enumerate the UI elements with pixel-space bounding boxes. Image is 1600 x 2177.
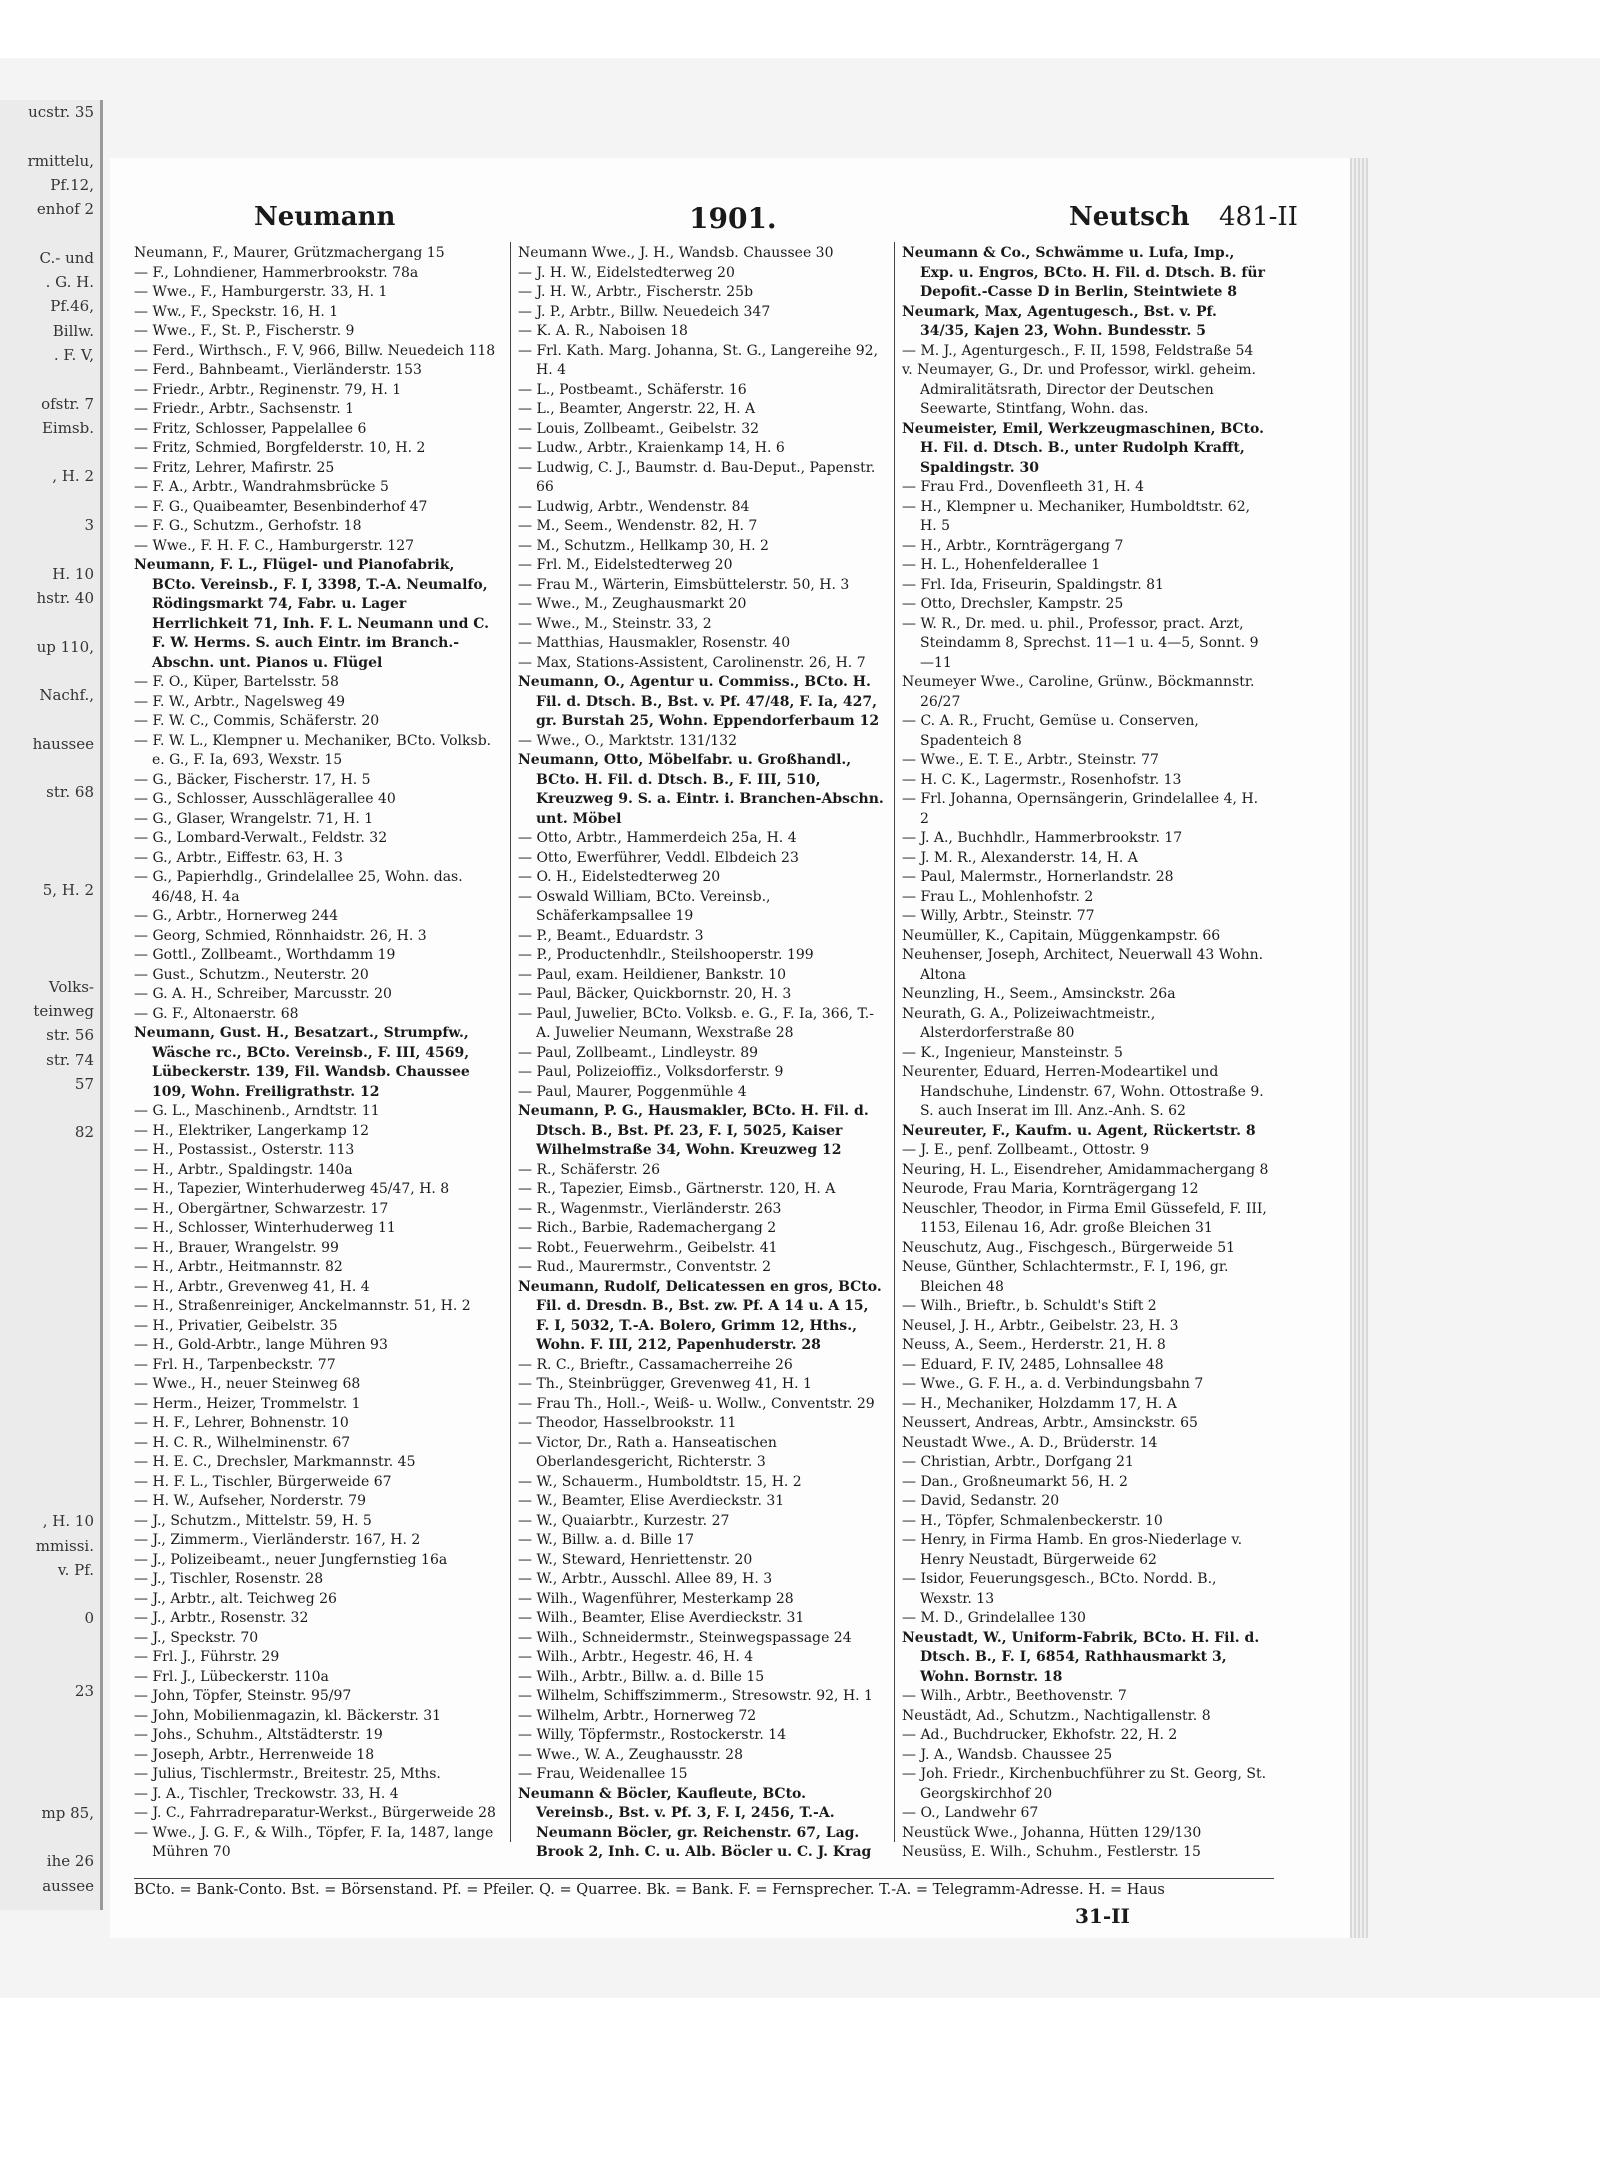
directory-entry: — Wilh., Schneidermstr., Steinwegspassage 24 — [518, 1629, 852, 1646]
left-page-edge — [0, 100, 103, 1910]
directory-entry: — R., Wagenmstr., Vierländerstr. 263 — [518, 1200, 782, 1217]
directory-entry: Neuschler, Theodor, in Firma Emil Güssefeld, F. III, 1153, Eilenau 16, Adr. große Bleichen 31 — [902, 1200, 1267, 1236]
directory-entry: — Paul, Bäcker, Quickbornstr. 20, H. 3 — [518, 986, 792, 1002]
left-page-fragment — [0, 1752, 100, 1776]
directory-entry: — J. M. R., Alexanderstr. 14, H. A — [902, 849, 1138, 866]
directory-entry: Neustadt Wwe., A. D., Brüderstr. 14 — [902, 1434, 1158, 1451]
left-page-fragment: mp 85, — [41, 1803, 94, 1822]
directory-entry: — F. A., Arbtr., Wandrahmsbrücke 5 — [134, 479, 389, 495]
directory-entry: — Rich., Barbie, Rademachergang 2 — [518, 1220, 777, 1236]
directory-entry: — J., Arbtr., alt. Teichweg 26 — [134, 1590, 337, 1607]
directory-entry: — Frl. J., Führstr. 29 — [134, 1649, 280, 1665]
left-page-fragment — [0, 853, 100, 877]
directory-entry: Neumann, Gust. H., Besatzart., Strumpfw., Wäsche rc., BCto. Vereinsb., F. III, 4569, Lübeckerstr. 139, Fil. Wandsb. Chaussee 109, Wohn. Freiligrathstr. 12 — [134, 1025, 470, 1100]
directory-entry: — J. P., Arbtr., Billw. Neuedeich 347 — [518, 303, 771, 320]
directory-entry: — Th., Steinbrügger, Grevenweg 41, H. 1 — [518, 1376, 812, 1392]
directory-entry: — Theodor, Hasselbrookstr. 11 — [518, 1415, 737, 1431]
left-page-fragment — [0, 1388, 100, 1412]
directory-entry: — F. W. L., Klempner u. Mechaniker, BCto. Volksb. e. G., F. Ia, 693, Wexstr. 15 — [134, 732, 492, 768]
left-page-fragment — [0, 829, 100, 853]
directory-entry: Neumüller, K., Capitain, Müggenkampstr. 66 — [902, 927, 1221, 944]
left-page-fragment — [0, 1436, 100, 1460]
directory-entry: — Paul, Juwelier, BCto. Volksb. e. G., F. Ia, 366, T.-A. Juwelier Neumann, Wexstraße 28 — [518, 1005, 874, 1041]
directory-entry: — Robt., Feuerwehrm., Geibelstr. 41 — [518, 1239, 778, 1256]
directory-entry: — Wwe., G. F. H., a. d. Verbindungsbahn 7 — [902, 1376, 1204, 1392]
directory-entry: — H., Arbtr., Kornträgergang 7 — [902, 537, 1124, 554]
directory-entry: Neumann, F. L., Flügel- und Pianofabrik, BCto. Vereinsb., F. I, 3398, T.-A. Neumalfo, Rödingsmarkt 74, Fabr. u. Lager Herrlichkeit 71, Inh. F. L. Neumann und C. F. W. Herms. S. auch Eintr. im Branch.-Abschn. unt. Pianos u. Flügel — [134, 557, 490, 671]
directory-entry: — G., Glaser, Wrangelstr. 71, H. 1 — [134, 810, 374, 827]
left-page-fragment — [0, 707, 100, 731]
directory-entry: — J., Zimmerm., Vierländerstr. 167, H. 2 — [134, 1532, 421, 1548]
directory-entry: Neurode, Frau Maria, Kornträgergang 12 — [902, 1181, 1199, 1197]
directory-entry: — M., Seem., Wendenstr. 82, H. 7 — [518, 518, 758, 534]
directory-entry: — G., Papierhdlg., Grindelallee 25, Wohn. das. 46/48, H. 4a — [134, 869, 463, 905]
directory-entry: — Frl. M., Eidelstedterweg 20 — [518, 557, 733, 573]
directory-entry: — H., Brauer, Wrangelstr. 99 — [134, 1239, 339, 1256]
left-page-fragment: aussee — [42, 1876, 94, 1895]
directory-entry: — Wwe., W. A., Zeughausstr. 28 — [518, 1746, 743, 1763]
directory-entry: — J. H. W., Eidelstedterweg 20 — [518, 264, 735, 281]
left-page-fragment — [0, 1704, 100, 1728]
directory-entry: Neumann, P. G., Hausmakler, BCto. H. Fil. d. Dtsch. B., Bst. Pf. 23, F. I, 5025, Kaiser Wilhelmstraße 34, Wohn. Kreuzweg 12 — [518, 1103, 869, 1158]
directory-entry: — H. C. K., Lagermstr., Rosenhofstr. 13 — [902, 771, 1182, 788]
left-page-fragment — [0, 1242, 100, 1266]
directory-entry: — Gottl., Zollbeamt., Worthdamm 19 — [134, 947, 396, 963]
directory-entry: — Otto, Ewerführer, Veddl. Elbdeich 23 — [518, 849, 799, 866]
directory-entry: — John, Mobilienmagazin, kl. Bäckerstr. 31 — [134, 1707, 442, 1724]
column-3 — [902, 244, 1270, 1859]
directory-entry: — Dan., Großneumarkt 56, H. 2 — [902, 1473, 1128, 1490]
directory-entry: — Isidor, Feuerungsgesch., BCto. Nordd. B., Wexstr. 13 — [902, 1571, 1217, 1607]
left-page-fragment — [0, 1339, 100, 1363]
directory-entry: — Otto, Arbtr., Hammerdeich 25a, H. 4 — [518, 830, 797, 846]
directory-entry: — Friedr., Arbtr., Reginenstr. 79, H. 1 — [134, 381, 402, 398]
directory-entry: — Ludw., Arbtr., Kraienkamp 14, H. 6 — [518, 440, 785, 456]
directory-entry: — J., Tischler, Rosenstr. 28 — [134, 1571, 324, 1587]
directory-entry: — H., Tapezier, Winterhuderweg 45/47, H. 8 — [134, 1181, 450, 1197]
directory-entry: — H., Gold-Arbtr., lange Mühren 93 — [134, 1337, 388, 1353]
left-page-fragment: , H. 2 — [52, 467, 94, 486]
left-page-fragment: 3 — [84, 516, 94, 535]
directory-entry: — Johs., Schuhm., Altstädterstr. 19 — [134, 1727, 383, 1743]
left-page-fragment: up 110, — [36, 637, 94, 656]
directory-entry: — Fritz, Schmied, Borgfelderstr. 10, H. 2 — [134, 440, 426, 456]
directory-entry: — F. W., Arbtr., Nagelsweg 49 — [134, 693, 346, 710]
left-page-fragment: ucstr. 35 — [28, 103, 94, 121]
directory-entry: — Wilhelm, Arbtr., Hornerweg 72 — [518, 1707, 757, 1724]
page-number: 481-II — [1219, 202, 1298, 232]
left-page-fragment — [0, 1315, 100, 1339]
directory-entry: — G. F., Altonaerstr. 68 — [134, 1005, 299, 1022]
directory-entry: Neuhenser, Joseph, Architect, Neuerwall 43 Wohn. Altona — [902, 947, 1264, 983]
directory-entry: v. Neumayer, G., Dr. und Professor, wirkl. geheim. Admiralitätsrath, Director der Deutschen Seewarte, Stintfang, Wohn. das. — [902, 362, 1256, 417]
directory-entry: — G., Schlosser, Ausschlägerallee 40 — [134, 791, 396, 807]
directory-entry: — K., Ingenieur, Mansteinstr. 5 — [902, 1044, 1123, 1061]
directory-entry: — Friedr., Arbtr., Sachsenstr. 1 — [134, 401, 355, 417]
directory-entry: — H. F. L., Tischler, Bürgerweide 67 — [134, 1473, 392, 1490]
directory-entry: — Wilh., Arbtr., Billw. a. d. Bille 15 — [518, 1668, 765, 1685]
left-page-fragment — [0, 610, 100, 634]
directory-entry: — Ludwig, C. J., Baumstr. d. Bau-Deput., Papenstr. 66 — [518, 459, 876, 495]
left-page-fragment: ihe 26 — [46, 1852, 94, 1871]
left-page-fragment: 82 — [74, 1123, 94, 1142]
directory-entry: Neumann Wwe., J. H., Wandsb. Chaussee 30 — [518, 245, 834, 261]
directory-entry: — Frau Th., Holl.-, Weiß- u. Wollw., Conventstr. 29 — [518, 1395, 875, 1412]
left-page-fragment — [0, 1096, 100, 1120]
signature-mark: 31-II — [1075, 1904, 1130, 1928]
directory-entry: — P., Beamt., Eduardstr. 3 — [518, 927, 704, 944]
left-page-fragment: 57 — [74, 1074, 94, 1093]
directory-entry: — Wilh., Arbtr., Hegestr. 46, H. 4 — [518, 1649, 754, 1665]
directory-entry: Neuring, H. L., Eisendreher, Amidammachergang 8 — [902, 1161, 1269, 1178]
directory-entry: — Wwe., F., St. P., Fischerstr. 9 — [134, 323, 355, 339]
directory-entry: — Matthias, Hausmakler, Rosenstr. 40 — [518, 635, 791, 651]
directory-entry: — G., Arbtr., Eiffestr. 63, H. 3 — [134, 849, 343, 866]
left-page-fragment — [0, 1363, 100, 1387]
directory-entry: — G. L., Maschinenb., Arndtstr. 11 — [134, 1103, 380, 1119]
left-page-fragment: rmittelu, — [27, 151, 94, 170]
directory-entry: — Herm., Heizer, Trommelstr. 1 — [134, 1395, 361, 1412]
directory-entry: Neussert, Andreas, Arbtr., Amsinckstr. 65 — [902, 1415, 1198, 1431]
left-page-fragment — [0, 1582, 100, 1606]
directory-entry: — Christian, Arbtr., Dorfgang 21 — [902, 1454, 1134, 1470]
left-page-fragment: C.- und — [39, 248, 94, 267]
directory-entry: — J. H. W., Arbtr., Fischerstr. 25b — [518, 284, 754, 300]
left-page-fragment — [0, 1412, 100, 1436]
directory-entry: — M., Schutzm., Hellkamp 30, H. 2 — [518, 537, 769, 554]
directory-entry: — H. C. R., Wilhelminenstr. 67 — [134, 1434, 351, 1451]
directory-entry: — J., Polizeibeamt., neuer Jungfernstieg 16a — [134, 1551, 448, 1568]
directory-entry: — H., Elektriker, Langerkamp 12 — [134, 1122, 370, 1139]
left-page-fragment: . G. H. — [45, 273, 94, 292]
directory-entry: — Otto, Drechsler, Kampstr. 25 — [902, 596, 1124, 612]
directory-entry: — Wwe., J. G. F., & Wilh., Töpfer, F. Ia, 1487, lange Mühren 70 — [134, 1824, 494, 1859]
left-page-fragment: 0 — [84, 1609, 94, 1628]
left-page-fragment: H. 10 — [52, 564, 94, 583]
directory-entry: — W., Billw. a. d. Bille 17 — [518, 1532, 695, 1548]
left-page-fragment — [0, 367, 100, 391]
directory-entry: — Ferd., Wirthsch., F. V, 966, Billw. Neuedeich 118 — [134, 342, 496, 359]
left-page-fragment: 23 — [74, 1682, 94, 1701]
directory-entry: — R., Tapezier, Eimsb., Gärtnerstr. 120, H. A — [518, 1181, 836, 1197]
directory-entry: Neumann & Co., Schwämme u. Lufa, Imp., Exp. u. Engros, BCto. H. Fil. d. Dtsch. B. für Depofit.-Casse D in Berlin, Steintwiete 8 — [902, 245, 1265, 300]
directory-entry: Neumeyer Wwe., Caroline, Grünw., Böckmannstr. 26/27 — [902, 674, 1255, 710]
directory-entry: — W., Schauerm., Humboldtstr. 15, H. 2 — [518, 1473, 802, 1490]
directory-entry: — G., Arbtr., Hornerweg 244 — [134, 908, 339, 924]
directory-entry: Neureuter, F., Kaufm. u. Agent, Rückertstr. 8 — [902, 1122, 1256, 1139]
left-page-fragment: . F. V, — [53, 345, 94, 364]
directory-entry: — Ferd., Bahnbeamt., Vierländerstr. 153 — [134, 362, 422, 378]
left-page-fragment — [0, 1825, 100, 1849]
left-page-fragment — [0, 659, 100, 683]
directory-entry: Neustädt, Ad., Schutzm., Nachtigallenstr. 8 — [902, 1707, 1211, 1724]
left-page-fragment — [0, 1218, 100, 1242]
directory-entry: — W., Quaiarbtr., Kurzestr. 27 — [518, 1512, 730, 1529]
directory-entry: — Frl. J., Lübeckerstr. 110a — [134, 1668, 329, 1685]
directory-entry: — Georg, Schmied, Rönnhaidstr. 26, H. 3 — [134, 927, 427, 944]
directory-entry: — Frau Frd., Dovenfleeth 31, H. 4 — [902, 479, 1144, 495]
directory-entry: — J. C., Fahrradreparatur-Werkst., Bürgerweide 28 — [134, 1805, 496, 1821]
directory-entry: — Wwe., M., Steinstr. 33, 2 — [518, 615, 712, 632]
left-page-fragment: , H. 10 — [42, 1512, 94, 1531]
directory-entry: — W., Arbtr., Ausschl. Allee 89, H. 3 — [518, 1571, 773, 1587]
directory-entry: — H. E. C., Drechsler, Markmannstr. 45 — [134, 1454, 416, 1470]
directory-entry: — Willy, Töpfermstr., Rostockerstr. 14 — [518, 1727, 787, 1743]
directory-entry: — R., Schäferstr. 26 — [518, 1161, 660, 1178]
directory-entry: — H., Klempner u. Mechaniker, Humboldtstr. 62, H. 5 — [902, 498, 1251, 534]
directory-entry: — Louis, Zollbeamt., Geibelstr. 32 — [518, 420, 760, 437]
page-stack-edge — [1350, 158, 1368, 1938]
directory-entry: — F. G., Schutzm., Gerhofstr. 18 — [134, 518, 362, 534]
directory-entry: — Wwe., F. H. F. C., Hamburgerstr. 127 — [134, 537, 415, 554]
directory-entry: — Fritz, Lehrer, Mafirstr. 25 — [134, 459, 335, 476]
directory-entry: — Rud., Maurermstr., Conventstr. 2 — [518, 1259, 772, 1275]
left-page-fragment: str. 68 — [46, 783, 94, 802]
directory-entry: — L., Beamter, Angerstr. 22, H. A — [518, 401, 756, 417]
left-page-fragment — [0, 537, 100, 561]
directory-entry: — Wwe., M., Zeughausmarkt 20 — [518, 596, 747, 612]
directory-page — [110, 158, 1350, 1938]
directory-entry: — G. A. H., Schreiber, Marcusstr. 20 — [134, 986, 392, 1002]
directory-entry: Neumark, Max, Agentugesch., Bst. v. Pf. 34/35, Kajen 23, Wohn. Bundesstr. 5 — [902, 303, 1217, 339]
directory-entry: Neurath, G. A., Polizeiwachtmeistr., Alsterdorferstraße 80 — [902, 1005, 1156, 1041]
directory-entry: — H., Arbtr., Heitmannstr. 82 — [134, 1259, 343, 1275]
left-page-fragment — [0, 221, 100, 245]
directory-entry: — Frau L., Mohlenhofstr. 2 — [902, 888, 1094, 905]
directory-entry: — F. O., Küper, Bartelsstr. 58 — [134, 674, 339, 690]
left-page-fragment: mmissi. — [35, 1536, 94, 1555]
left-page-fragment: Billw. — [52, 321, 94, 340]
directory-entry: — Paul, Malermstr., Hornerlandstr. 28 — [902, 869, 1174, 885]
left-page-fragment: Nachf., — [39, 686, 94, 705]
left-page-fragment: ofstr. 7 — [41, 394, 94, 413]
directory-entry: — Joh. Friedr., Kirchenbuchführer zu St. Georg, St. Georgskirchhof 20 — [902, 1766, 1267, 1802]
left-page-fragment: teinweg — [33, 1001, 94, 1020]
directory-entry: Neurenter, Eduard, Herren-Modeartikel und Handschuhe, Lindenstr. 67, Wohn. Ottostraße 9. S. auch Inserat im Ill. Anz.-Anh. S. 62 — [902, 1064, 1264, 1119]
directory-entry: — H., Schlosser, Winterhuderweg 11 — [134, 1220, 396, 1236]
directory-entry: — Eduard, F. IV, 2485, Lohnsallee 48 — [902, 1356, 1164, 1373]
left-page-fragment — [0, 902, 100, 926]
directory-entry: — H., Mechaniker, Holzdamm 17, H. A — [902, 1395, 1177, 1412]
directory-entry: — Fritz, Schlosser, Pappelallee 6 — [134, 420, 367, 437]
directory-entry: — G., Bäcker, Fischerstr. 17, H. 5 — [134, 771, 371, 788]
directory-entry: Neumann & Böcler, Kaufleute, BCto. Vereinsb., Bst. v. Pf. 3, F. I, 2456, T.-A. Neumann Böcler, gr. Reichenstr. 67, Lag. Brook 2, Inh. C. u. Alb. Böcler u. C. J. Krag — [518, 1785, 872, 1859]
directory-entry: — Wilh., Wagenführer, Mesterkamp 28 — [518, 1590, 794, 1607]
directory-entry: — John, Töpfer, Steinstr. 95/97 — [134, 1688, 352, 1704]
directory-entry: — R. C., Brieftr., Cassamacherreihe 26 — [518, 1356, 793, 1373]
directory-entry: — Frau, Weidenallee 15 — [518, 1766, 688, 1782]
running-header — [134, 202, 1309, 242]
directory-entry: — O., Landwehr 67 — [902, 1805, 1039, 1821]
left-page-fragment — [0, 1145, 100, 1169]
directory-entry: — Paul, Polizeioffiz., Volksdorferstr. 9 — [518, 1064, 784, 1080]
directory-entry: Neusel, J. H., Arbtr., Geibelstr. 23, H. 3 — [902, 1317, 1179, 1334]
directory-entry: — Gust., Schutzm., Neuterstr. 20 — [134, 966, 369, 983]
left-page-fragment — [0, 1776, 100, 1800]
header-right-catchword: Neutsch — [1069, 202, 1190, 232]
left-page-fragment — [0, 1655, 100, 1679]
directory-entry: Neuse, Günther, Schlachtermstr., F. I, 196, gr. Bleichen 48 — [902, 1259, 1229, 1295]
directory-entry: Neustadt, W., Uniform-Fabrik, BCto. H. Fil. d. Dtsch. B., F. I, 6854, Rathhausmarkt 3, Wohn. Bornstr. 18 — [902, 1629, 1260, 1685]
directory-entry: — H., Postassist., Osterstr. 113 — [134, 1142, 355, 1158]
directory-entry: — Paul, Maurer, Poggenmühle 4 — [518, 1083, 747, 1100]
left-page-fragment — [0, 756, 100, 780]
directory-entry: — Wwe., E. T. E., Arbtr., Steinstr. 77 — [902, 752, 1159, 768]
directory-entry: — H. W., Aufseher, Norderstr. 79 — [134, 1493, 366, 1509]
directory-entry: Neuschutz, Aug., Fischgesch., Bürgerweide 51 — [902, 1239, 1236, 1256]
column-divider — [894, 242, 895, 1842]
directory-entry: — Wilh., Brieftr., b. Schuldt's Stift 2 — [902, 1298, 1157, 1314]
directory-entry: — K. A. R., Naboisen 18 — [518, 323, 688, 339]
left-page-fragment: Volks- — [48, 977, 94, 996]
left-page-fragment: 5, H. 2 — [42, 880, 94, 899]
directory-entry: — Wwe., H., neuer Steinweg 68 — [134, 1376, 361, 1392]
directory-entry: — J. A., Wandsb. Chaussee 25 — [902, 1746, 1113, 1763]
directory-entry: — H., Straßenreiniger, Anckelmannstr. 51, H. 2 — [134, 1298, 471, 1314]
left-page-fragment: str. 74 — [46, 1050, 94, 1069]
column-1 — [134, 244, 502, 1859]
column-2 — [518, 244, 886, 1859]
directory-entry: Neumann, F., Maurer, Grützmachergang 15 — [134, 245, 445, 261]
directory-entry: — H., Töpfer, Schmalenbeckerstr. 10 — [902, 1512, 1163, 1529]
left-page-fragment — [0, 1898, 100, 1910]
directory-entry: — J., Arbtr., Rosenstr. 32 — [134, 1610, 309, 1626]
directory-entry: — Victor, Dr., Rath a. Hanseatischen Oberlandesgericht, Richterstr. 3 — [518, 1434, 777, 1470]
left-page-fragment: Pf.12, — [50, 175, 94, 194]
directory-entry: — Wwe., O., Marktstr. 131/132 — [518, 732, 737, 749]
directory-entry: — Wilh., Arbtr., Beethovenstr. 7 — [902, 1688, 1127, 1704]
directory-entry: — Max, Stations-Assistent, Carolinenstr. 26, H. 7 — [518, 654, 866, 671]
left-page-fragment — [0, 489, 100, 513]
directory-entry: — David, Sedanstr. 20 — [902, 1493, 1060, 1509]
directory-entry: — H. L., Hohenfelderallee 1 — [902, 557, 1101, 573]
directory-entry: — F. G., Quaibeamter, Besenbinderhof 47 — [134, 498, 428, 515]
directory-entry: — H., Privatier, Geibelstr. 35 — [134, 1317, 338, 1334]
directory-entry: — Frl. Kath. Marg. Johanna, St. G., Langereihe 92, H. 4 — [518, 342, 879, 378]
footer-rule — [134, 1878, 1274, 1879]
directory-entry: — J. A., Buchhdlr., Hammerbrookstr. 17 — [902, 830, 1183, 846]
left-page-fragment — [0, 1728, 100, 1752]
directory-entry: — Ad., Buchdrucker, Ekhofstr. 22, H. 2 — [902, 1727, 1178, 1743]
directory-entry: — J., Schutzm., Mittelstr. 59, H. 5 — [134, 1512, 372, 1529]
left-page-fragment — [0, 1631, 100, 1655]
directory-entry: — Paul, Zollbeamt., Lindleystr. 89 — [518, 1044, 759, 1061]
directory-entry: — H., Obergärtner, Schwarzestr. 17 — [134, 1200, 389, 1217]
left-page-fragment — [0, 1485, 100, 1509]
directory-entry: — H., Arbtr., Spaldingstr. 140a — [134, 1161, 353, 1178]
directory-entry: — Frl. Ida, Friseurin, Spaldingstr. 81 — [902, 576, 1164, 593]
directory-entry: — Joseph, Arbtr., Herrenweide 18 — [134, 1746, 375, 1763]
directory-entry: — Willy, Arbtr., Steinstr. 77 — [902, 908, 1095, 924]
left-page-fragment — [0, 1169, 100, 1193]
left-page-fragment — [0, 1193, 100, 1217]
abbreviation-legend: BCto. = Bank-Conto. Bst. = Börsenstand. Pf. = Pfeiler. Q. = Quarree. Bk. = Bank. F. = Fernsprecher. T.-A. = Telegramm-Adresse. H. = Haus — [134, 1882, 1165, 1898]
header-year: 1901. — [689, 202, 777, 235]
directory-entry: — H., Arbtr., Grevenweg 41, H. 4 — [134, 1278, 370, 1295]
column-divider — [510, 242, 511, 1842]
directory-entry: Neustück Wwe., Johanna, Hütten 129/130 — [902, 1824, 1202, 1841]
left-page-fragment — [0, 926, 100, 950]
directory-entry: — F., Lohndiener, Hammerbrookstr. 78a — [134, 264, 419, 281]
directory-entry: — M. D., Grindelallee 130 — [902, 1610, 1086, 1626]
directory-entry: — Ludwig, Arbtr., Wendenstr. 84 — [518, 498, 750, 515]
directory-entry: Neumann, O., Agentur u. Commiss., BCto. H. Fil. d. Dtsch. B., Bst. v. Pf. 47/48, F. Ia, 427, gr. Burstah 25, Wohn. Eppendorferbaum 12 — [518, 674, 880, 729]
directory-entry: Neuss, A., Seem., Herderstr. 21, H. 8 — [902, 1337, 1166, 1353]
directory-entry: — Frl. Johanna, Opernsängerin, Grindelallee 4, H. 2 — [902, 791, 1259, 827]
directory-entry: — J. E., penf. Zollbeamt., Ottostr. 9 — [902, 1142, 1150, 1158]
directory-entry: — F. W. C., Commis, Schäferstr. 20 — [134, 713, 380, 729]
directory-entry: — G., Lombard-Verwalt., Feldstr. 32 — [134, 830, 388, 846]
directory-entry: — Paul, exam. Heildiener, Bankstr. 10 — [518, 966, 787, 983]
directory-entry: — W., Beamter, Elise Averdieckstr. 31 — [518, 1493, 785, 1509]
directory-entry: Neumeister, Emil, Werkzeugmaschinen, BCto. H. Fil. d. Dtsch. B., unter Rudolph Krafft, Spaldingstr. 30 — [902, 420, 1265, 476]
directory-entry: — O. H., Eidelstedterweg 20 — [518, 869, 721, 885]
directory-entry: Neumann, Rudolf, Delicatessen en gros, BCto. Fil. d. Dresdn. B., Bst. zw. Pf. A 14 u. A 15, F. I, 5032, T.-A. Bolero, Grimm 12, Hths., Wohn. F. III, 212, Papenhuderstr. 28 — [518, 1278, 882, 1353]
directory-entry: — Wilh., Beamter, Elise Averdieckstr. 31 — [518, 1610, 805, 1626]
directory-entry: — W., Steward, Henriettenstr. 20 — [518, 1551, 753, 1568]
left-page-fragment — [0, 440, 100, 464]
directory-entry: — Frl. H., Tarpenbeckstr. 77 — [134, 1356, 336, 1373]
left-page-fragment: v. Pf. — [57, 1560, 94, 1579]
directory-entry: — J. A., Tischler, Treckowstr. 33, H. 4 — [134, 1785, 399, 1802]
directory-entry: — L., Postbeamt., Schäferstr. 16 — [518, 381, 747, 398]
directory-entry: Neumann, Otto, Möbelfabr. u. Großhandl., BCto. H. Fil. d. Dtsch. B., F. III, 510, Kreuzweg 9. S. a. Eintr. i. Branchen-Abschn. unt. Möbel — [518, 752, 884, 827]
directory-entry: — Frau M., Wärterin, Eimsbüttelerstr. 50, H. 3 — [518, 576, 850, 593]
left-page-fragment: str. 56 — [46, 1026, 94, 1045]
left-page-fragment — [0, 805, 100, 829]
left-page-fragment — [0, 1461, 100, 1485]
left-page-fragment: enhof 2 — [36, 200, 94, 219]
directory-entry: — W. R., Dr. med. u. phil., Professor, pract. Arzt, Steindamm 8, Sprechst. 11—1 u. 4—5, Sonnt. 9—11 — [902, 615, 1259, 671]
left-page-fragment: hstr. 40 — [36, 588, 94, 607]
left-page-fragment: haussee — [32, 734, 94, 753]
directory-entry: — M. J., Agenturgesch., F. II, 1598, Feldstraße 54 — [902, 342, 1254, 359]
directory-entry: — Julius, Tischlermstr., Breitestr. 25, Mths. — [134, 1766, 441, 1782]
left-page-fragment: Pf.46, — [50, 297, 94, 316]
directory-entry: — J., Speckstr. 70 — [134, 1629, 259, 1646]
directory-entry: Neunzling, H., Seem., Amsinckstr. 26a — [902, 986, 1176, 1002]
directory-entry: Neusüss, E. Wilh., Schuhm., Festlerstr. 15 — [902, 1844, 1201, 1859]
header-left-catchword: Neumann — [254, 202, 396, 232]
directory-entry: — H. F., Lehrer, Bohnenstr. 10 — [134, 1415, 349, 1431]
directory-entry: — P., Productenhdlr., Steilshooperstr. 199 — [518, 947, 814, 963]
left-page-fragment — [0, 124, 100, 148]
left-page-fragment — [0, 1266, 100, 1290]
directory-entry: — Ww., F., Speckstr. 16, H. 1 — [134, 303, 339, 320]
directory-entry: — Wilhelm, Schiffszimmerm., Stresowstr. 92, H. 1 — [518, 1688, 873, 1704]
directory-entry: — Wwe., F., Hamburgerstr. 33, H. 1 — [134, 284, 388, 300]
directory-entry: — Henry, in Firma Hamb. En gros-Niederlage v. Henry Neustadt, Bürgerweide 62 — [902, 1532, 1243, 1568]
directory-entry: — Oswald William, BCto. Vereinsb., Schäferkampsallee 19 — [518, 888, 771, 924]
left-page-fragment — [0, 950, 100, 974]
directory-entry: — C. A. R., Frucht, Gemüse u. Conserven, Spadenteich 8 — [902, 713, 1199, 749]
left-page-fragment: Eimsb. — [41, 418, 94, 437]
left-page-fragment — [0, 1291, 100, 1315]
